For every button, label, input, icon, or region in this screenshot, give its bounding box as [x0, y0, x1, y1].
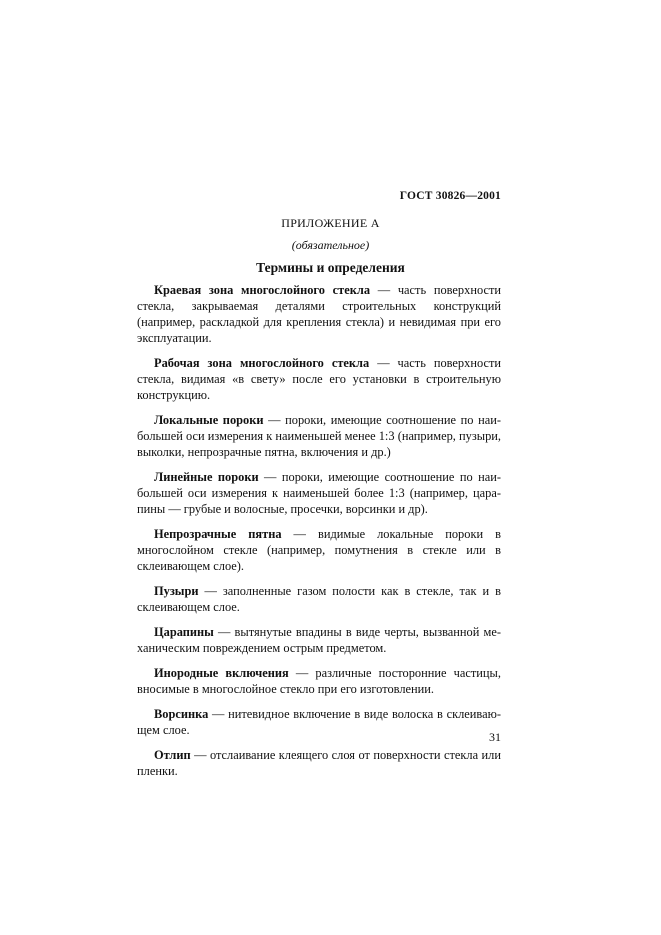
document-code: ГОСТ 30826—2001: [399, 190, 501, 202]
term-name: Инородные включения: [154, 666, 289, 680]
term-entry: [137, 624, 501, 656]
term-definition: — заполненные газом полости как в стекле, так и в склеивающем слое.: [137, 584, 501, 614]
section-heading: Термины и определения: [256, 260, 405, 275]
term-name: Царапины: [154, 625, 214, 639]
term-entry: [137, 706, 501, 738]
term-entry: [137, 469, 501, 517]
term-entry: [137, 412, 501, 460]
terms-list: [137, 282, 501, 788]
term-name: Непрозрачные пятна: [154, 527, 282, 541]
term-name: Локальные пороки: [154, 413, 264, 427]
term-entry: [137, 282, 501, 346]
term-definition: — часть поверхности стекла, закрываемая деталями строительных конструкций (например, раскладкой для крепления стекла) и невидимая при его эксплуатации.: [137, 283, 501, 345]
term-definition: — отслаивание клеящего слоя от поверхности стекла или пленки.: [137, 748, 501, 778]
term-name: Пузыри: [154, 584, 199, 598]
appendix-status: (обязательное): [291, 238, 370, 252]
term-name: Краевая зона многослойного стекла: [154, 283, 371, 297]
term-entry: [137, 355, 501, 403]
term-entry: [137, 583, 501, 615]
term-definition: — часть поверхности стекла, видимая «в свету» после его установки в строительную конструкцию.: [137, 356, 501, 402]
term-name: Ворсинка: [154, 707, 209, 721]
appendix-title: ПРИЛОЖЕНИЕ А: [281, 216, 380, 230]
term-definition: — нитевидное включение в виде волоска в склеивающем слое.: [137, 707, 501, 737]
term-definition: — пороки, имеющие соотношение по наибольшей оси измерения к наименьшей менее 1:3 (например, пузыри, выколки, непрозрачные пятна, включения и др.): [137, 413, 501, 459]
term-entry: [137, 665, 501, 697]
term-definition: — видимые локальные пороки в многослойном стекле (например, помутнения в стекле или в склеивающем слое).: [137, 527, 501, 573]
term-name: Отлип: [154, 748, 191, 762]
term-name: Линейные пороки: [154, 470, 259, 484]
term-entry: [137, 526, 501, 574]
page-number: 31: [489, 730, 501, 744]
term-definition: — пороки, имеющие соотношение по наибольшей оси измерения к наименьшей более 1:3 (например, царапины — грубые и волосные, просечки, ворсинки и др).: [137, 470, 501, 516]
term-entry: [137, 747, 501, 779]
term-name: Рабочая зона многослойного стекла: [154, 356, 370, 370]
term-definition: — вытянутые впадины в виде черты, вызванной механическим повреждением острым предметом.: [137, 625, 501, 655]
term-definition: — различные посторонние частицы, вносимые в многослойное стекло при его изготовлении.: [137, 666, 501, 696]
